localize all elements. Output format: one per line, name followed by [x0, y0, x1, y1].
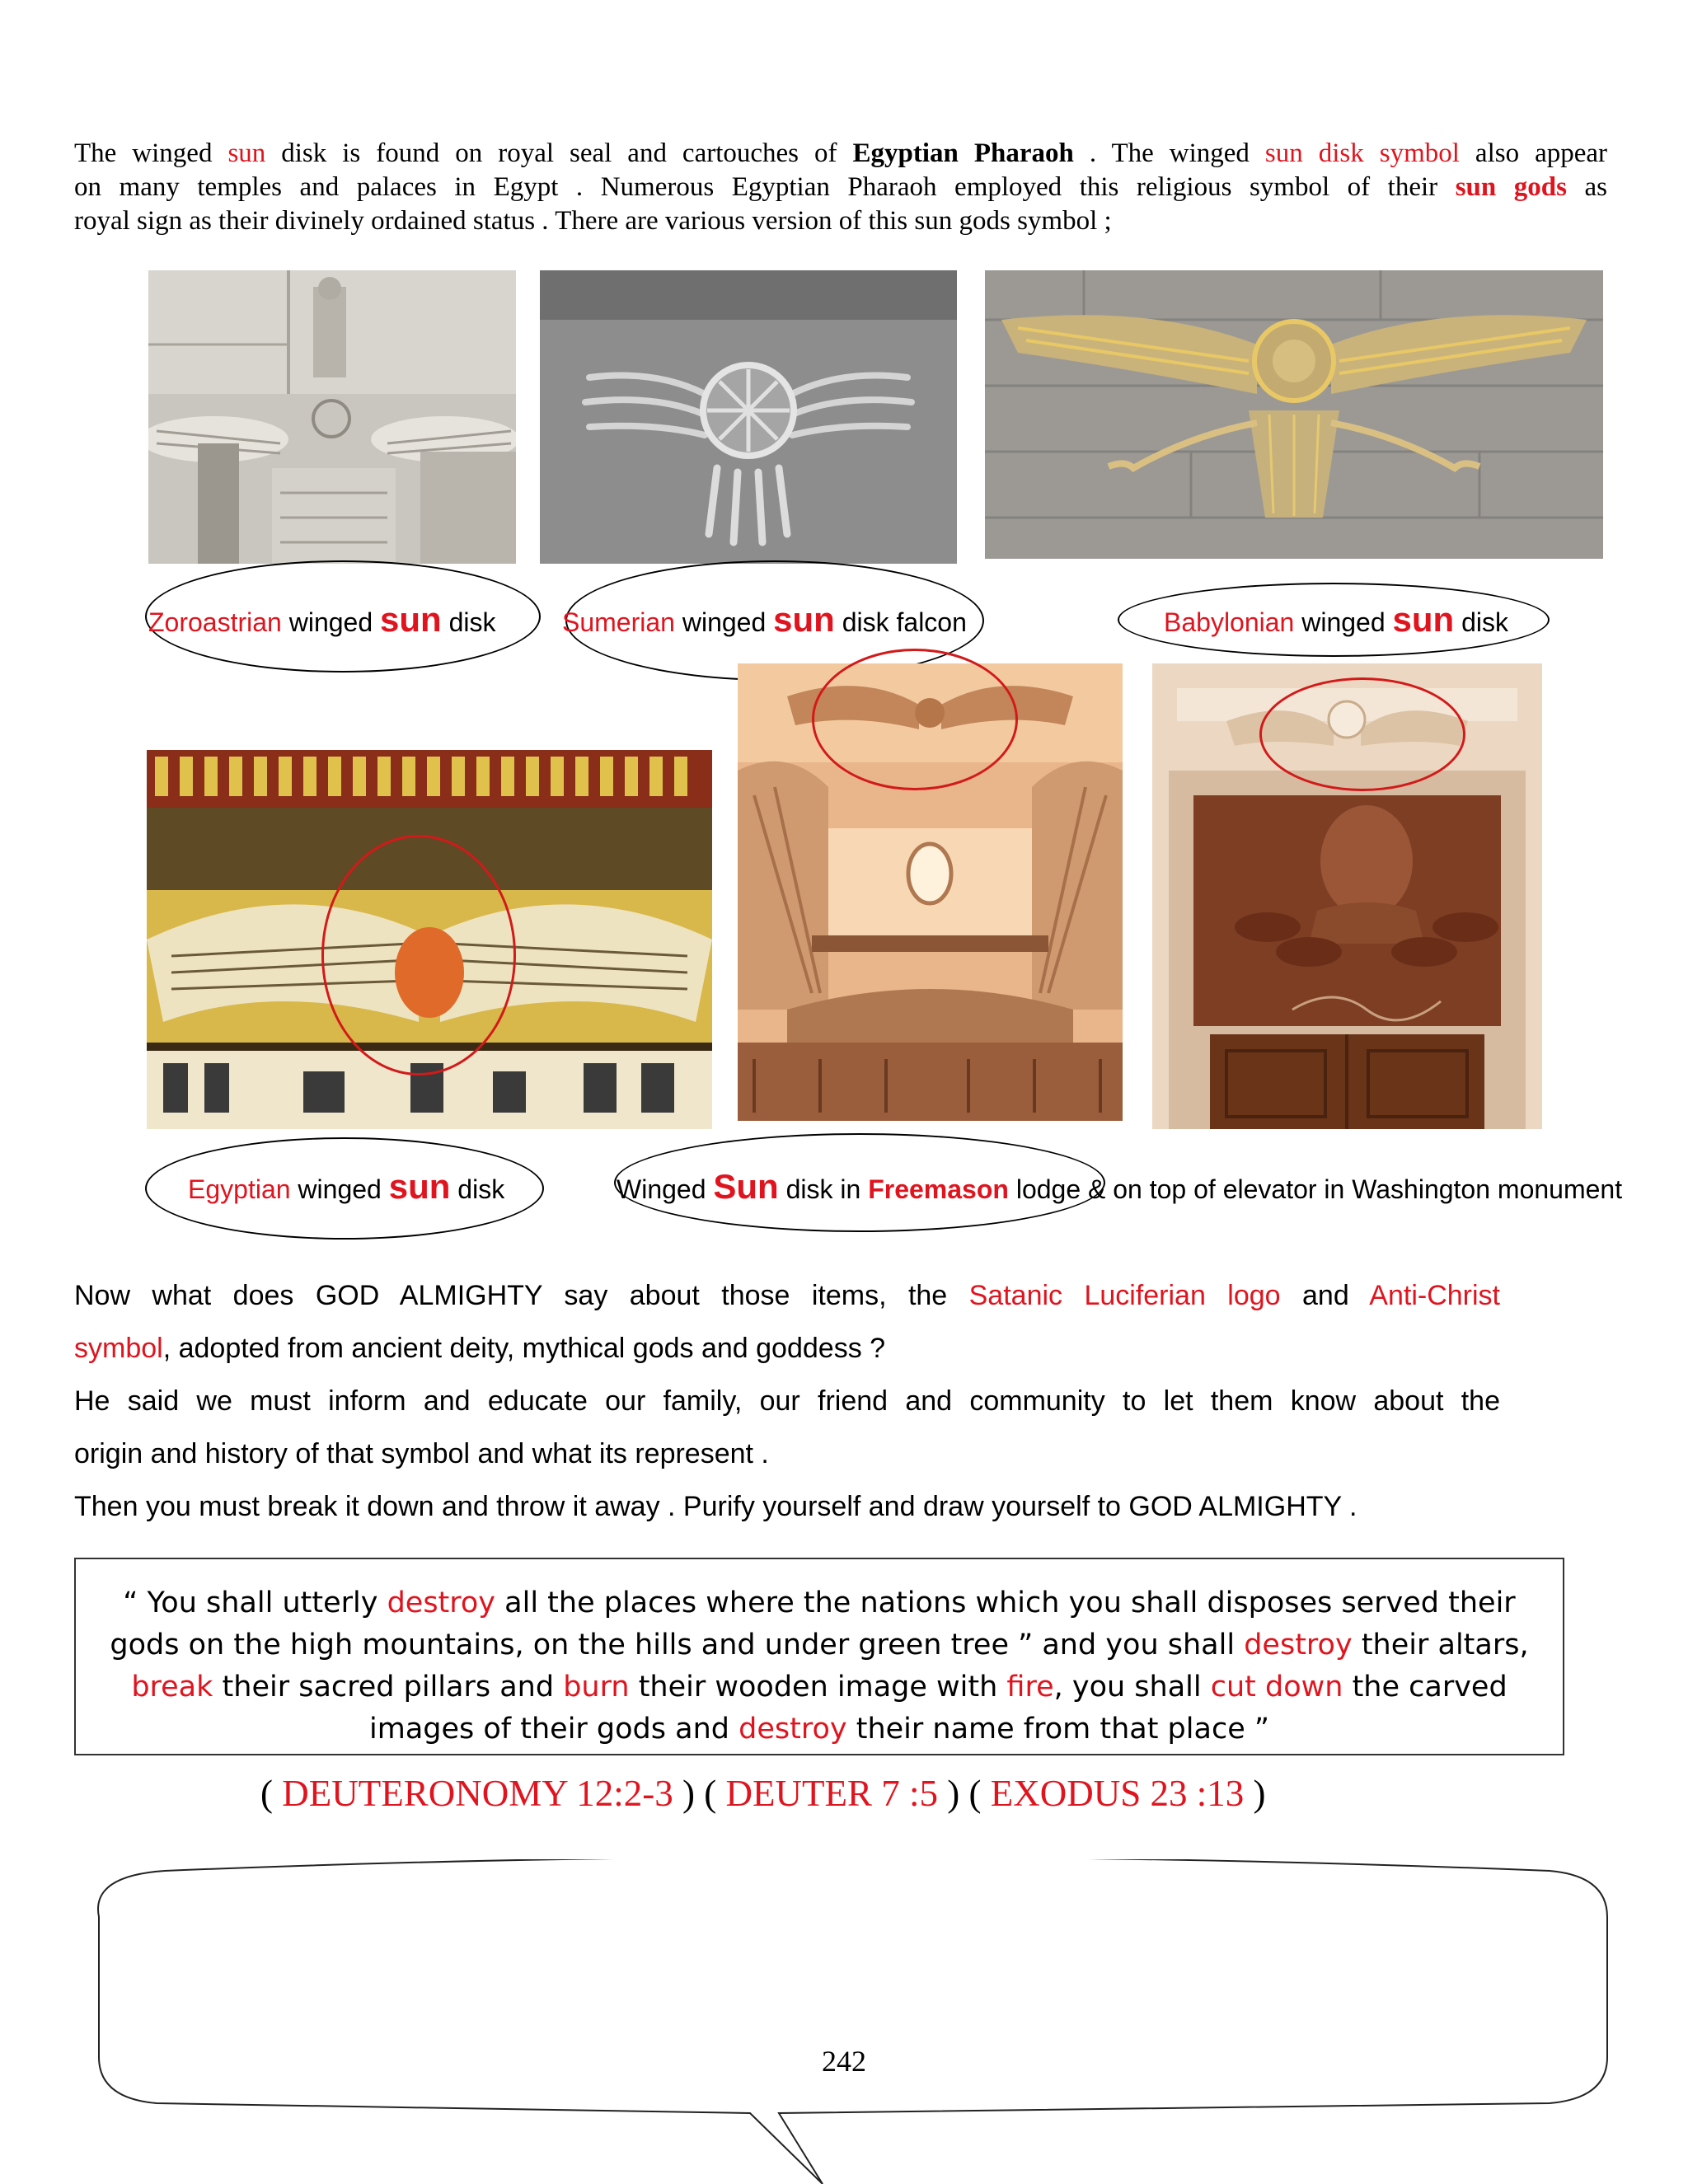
intro-line — [74, 171, 1607, 204]
text-run: cut down — [1210, 1671, 1343, 1704]
text-run: He said we must inform and educate our family, our friend and community to let them know about the — [74, 1385, 1500, 1417]
text-run: their wooden image with — [629, 1671, 1007, 1704]
text-run: Sumerian — [562, 607, 675, 637]
text-run: winged — [290, 1174, 389, 1204]
intro-line — [74, 137, 1607, 171]
text-run: ) — [1244, 1773, 1266, 1814]
quote-line — [101, 1582, 1538, 1624]
quote-line — [101, 1708, 1538, 1750]
text-run: sun — [388, 1167, 451, 1206]
text-run: Zoroastrian — [148, 607, 282, 637]
text-run: , adopted from ancient deity, mythical gods and goddess ? — [162, 1333, 886, 1364]
highlight-circle — [812, 649, 1018, 790]
text-run: lodge & on top of elevator in Washington monument — [1008, 1174, 1623, 1204]
body-line — [74, 1427, 1500, 1480]
text-run: their altars, — [1352, 1629, 1529, 1661]
text-run: disk — [441, 607, 496, 637]
text-run: Then you must break it down and throw it away . Purify yourself and draw yourself to GOD ALMIGHTY . — [74, 1491, 1357, 1522]
text-run: winged — [1294, 607, 1393, 637]
quote-line — [101, 1624, 1538, 1666]
text-run: also appear — [1459, 138, 1607, 168]
caption-babylonian — [1164, 600, 1508, 639]
text-run: the carved — [1343, 1671, 1507, 1704]
text-run: Now what does GOD ALMIGHTY say about those items, the — [74, 1280, 969, 1311]
text-run: on many temples and palaces in Egypt . Numerous Egyptian Pharaoh employed this religious symbol of their — [74, 172, 1456, 202]
text-run: The winged — [74, 138, 228, 168]
text-run: all the places where the nations which you shall disposes served their — [495, 1586, 1516, 1619]
text-run: gods on the high mountains, on the hills and under green tree ” and you shall — [110, 1629, 1245, 1661]
caption-freemason — [617, 1167, 1623, 1206]
text-run: their sacred pillars and — [213, 1671, 564, 1704]
text-run: Egyptian — [188, 1174, 291, 1204]
text-run: images of their gods and — [369, 1713, 739, 1746]
text-run: “ You shall utterly — [123, 1586, 387, 1619]
body-line — [74, 1269, 1500, 1322]
text-run: fire — [1006, 1671, 1054, 1704]
speech-bubble — [74, 1859, 1614, 2123]
babylonian-relief-photo — [985, 270, 1603, 559]
body-paragraph — [74, 1269, 1500, 1533]
text-run: origin and history of that symbol and what its represent . — [74, 1438, 769, 1469]
intro-paragraph — [74, 137, 1607, 238]
sumerian-relief-photo — [540, 270, 957, 564]
text-run: DEUTER 7 :5 — [725, 1773, 939, 1814]
caption-egyptian — [188, 1167, 505, 1206]
text-run: disk — [1454, 607, 1508, 637]
text-run: winged — [281, 607, 381, 637]
text-run: , you shall — [1053, 1671, 1211, 1704]
text-run: ) ( — [673, 1773, 726, 1814]
text-run: Freemason — [868, 1174, 1009, 1204]
text-run: . The winged — [1073, 138, 1265, 168]
text-run: Babylonian — [1164, 607, 1295, 637]
text-run: burn — [563, 1671, 630, 1704]
text-run: DEUTERONOMY 12:2-3 — [282, 1773, 673, 1814]
text-run: destroy — [1244, 1629, 1353, 1661]
text-run: disk is found on royal seal and cartouches of — [265, 138, 853, 168]
body-line — [74, 1480, 1500, 1533]
text-run: as — [1566, 172, 1607, 202]
text-run: ) ( — [938, 1773, 991, 1814]
text-run: disk in — [778, 1174, 869, 1204]
text-run: sun — [1392, 600, 1455, 639]
text-run: sun gods — [1455, 172, 1567, 202]
text-run: sun — [773, 600, 835, 639]
scripture-references — [260, 1770, 1266, 1816]
text-run: winged — [674, 607, 774, 637]
text-run: Winged — [617, 1174, 714, 1204]
text-run: Anti-Christ — [1369, 1280, 1500, 1311]
text-run: disk falcon — [834, 607, 967, 637]
text-run: break — [131, 1671, 213, 1704]
intro-line — [74, 204, 1607, 238]
page-number: 242 — [822, 2045, 866, 2078]
text-run: ( — [260, 1773, 283, 1814]
text-run: sun disk symbol — [1264, 138, 1460, 168]
text-run: EXODUS 23 :13 — [990, 1773, 1245, 1814]
highlight-circle — [321, 835, 516, 1076]
text-run: and — [1280, 1280, 1370, 1311]
text-run: their name from that place ” — [846, 1713, 1269, 1746]
text-run: symbol — [74, 1333, 163, 1364]
text-run: sun — [380, 600, 442, 639]
scripture-quote-box — [74, 1558, 1564, 1755]
text-run: sun — [227, 138, 266, 168]
text-run: Egyptian Pharaoh — [852, 138, 1074, 168]
caption-sumerian — [562, 600, 967, 639]
body-line — [74, 1322, 1500, 1375]
body-line — [74, 1375, 1500, 1427]
caption-zoroastrian — [148, 600, 496, 639]
text-run: Satanic Luciferian logo — [968, 1280, 1281, 1311]
text-run: Sun — [713, 1167, 779, 1206]
text-run: royal sign as their divinely ordained status . There are various version of this sun gods symbol ; — [74, 206, 1112, 236]
zoroastrian-relief-photo — [148, 270, 516, 564]
quote-line — [101, 1666, 1538, 1708]
text-run: destroy — [738, 1713, 847, 1746]
highlight-circle — [1259, 677, 1465, 791]
text-run: disk — [450, 1174, 505, 1204]
text-run: destroy — [387, 1586, 496, 1619]
